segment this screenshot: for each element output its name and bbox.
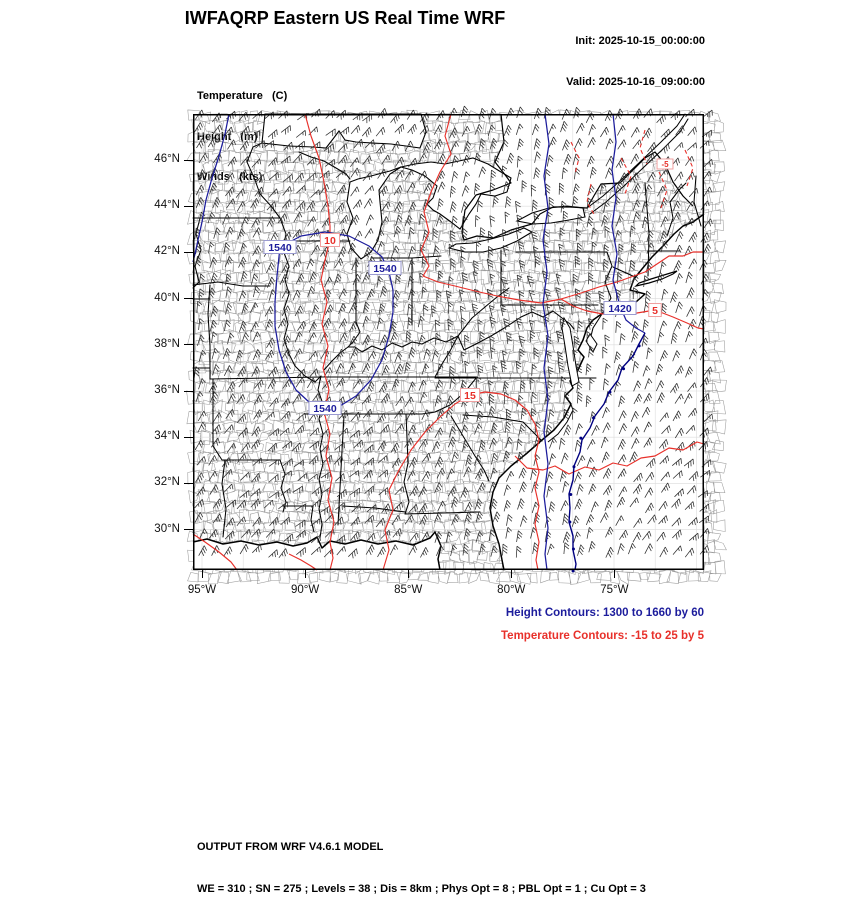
- lon-tick-label: 95°W: [187, 584, 217, 596]
- winds-units: Winds (kts): [197, 171, 263, 183]
- height-contour-label: [264, 241, 296, 254]
- run-times: [566, 8, 705, 116]
- height-contour-label: [604, 302, 636, 315]
- svg-text:5: 5: [652, 304, 658, 317]
- lat-tick: [184, 206, 193, 207]
- lat-tick: [184, 298, 193, 299]
- lat-tick-label: 38°N: [154, 337, 180, 350]
- lat-tick-label: 32°N: [154, 476, 180, 489]
- model-footer: [197, 812, 646, 924]
- lat-tick: [184, 483, 193, 484]
- lat-tick-label: 34°N: [154, 430, 180, 443]
- lat-tick: [184, 252, 193, 253]
- lat-tick: [184, 391, 193, 392]
- lon-tick-label: 90°W: [290, 584, 320, 596]
- svg-text:1540: 1540: [268, 241, 292, 254]
- page-title: IWFAQRP Eastern US Real Time WRF: [184, 8, 506, 28]
- lat-tick: [184, 437, 193, 438]
- temperature-contour-label: [649, 304, 662, 317]
- lon-tick: [614, 570, 615, 578]
- lon-tick: [305, 570, 306, 578]
- temperature-contour-label: [460, 389, 479, 402]
- height-contour-label: [369, 262, 401, 275]
- temperature-units: Temperature (C): [197, 90, 288, 102]
- lon-tick-label: 75°W: [600, 584, 629, 596]
- lat-tick: [184, 160, 193, 161]
- lat-tick-label: 46°N: [154, 153, 180, 165]
- lon-tick: [511, 570, 512, 578]
- lon-tick: [202, 570, 203, 578]
- svg-text:10: 10: [324, 234, 336, 247]
- height-contour-label: [309, 402, 341, 415]
- height-contour-note: Height Contours: 1300 to 1660 by 60: [505, 607, 704, 619]
- svg-text:1540: 1540: [313, 402, 337, 415]
- temperature-contour-note: Temperature Contours: -15 to 25 by 5: [501, 630, 704, 642]
- lat-tick-label: 36°N: [154, 384, 180, 396]
- weather-map: [193, 114, 704, 570]
- lat-tick-label: 30°N: [154, 522, 180, 535]
- lon-tick-label: 85°W: [394, 584, 423, 596]
- svg-text:-5: -5: [661, 159, 669, 169]
- svg-text:15: 15: [464, 389, 476, 402]
- valid-time: Valid: 2025-10-16_09:00:00: [566, 75, 705, 88]
- model-version: OUTPUT FROM WRF V4.6.1 MODEL: [197, 841, 384, 853]
- lat-tick-label: 44°N: [154, 199, 180, 212]
- lat-tick-label: 40°N: [154, 291, 180, 304]
- lon-tick: [408, 570, 409, 578]
- temperature-contour-label: [320, 234, 339, 247]
- lat-tick: [184, 529, 193, 530]
- init-time: Init: 2025-10-15_00:00:00: [575, 35, 705, 47]
- svg-text:1540: 1540: [373, 262, 397, 275]
- model-config: WE = 310 ; SN = 275 ; Levels = 38 ; Dis = 8km ; Phys Opt = 8 ; PBL Opt = 1 ; Cu Opt = 3: [197, 883, 646, 895]
- lat-tick: [184, 344, 193, 345]
- temperature-contour-label: [657, 159, 673, 169]
- svg-text:1420: 1420: [608, 302, 632, 315]
- height-units: Height (m): [197, 130, 258, 143]
- lat-tick-label: 42°N: [154, 245, 180, 258]
- lon-tick-label: 80°W: [497, 584, 526, 596]
